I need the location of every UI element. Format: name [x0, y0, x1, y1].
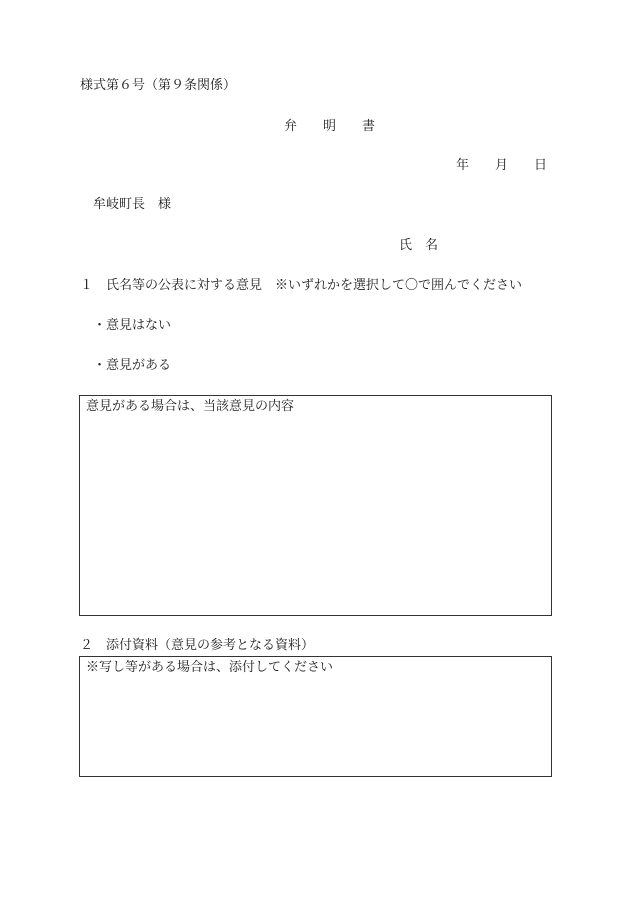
- attachment-box: [79, 656, 552, 777]
- opinion-content-label: 意見がある場合は、当該意見の内容: [86, 399, 295, 414]
- form-number: 様式第６号（第９条関係）: [80, 78, 237, 93]
- document-title: 弁 明 書: [284, 119, 382, 134]
- date-year-label: 年: [456, 158, 470, 173]
- addressee: 牟岐町長 様: [93, 197, 172, 212]
- section1-heading: １ 氏名等の公表に対する意見 ※いずれかを選択して〇で囲んでください: [80, 278, 523, 293]
- option-no-opinion: ・意見はない: [93, 318, 172, 333]
- option-has-opinion: ・意見がある: [93, 358, 172, 373]
- date-day-label: 日: [534, 158, 548, 173]
- section2-heading: ２ 添付資料（意見の参考となる資料）: [80, 638, 315, 653]
- date-line: [456, 158, 547, 174]
- date-month-label: 月: [495, 158, 509, 173]
- opinion-content-box: [79, 395, 552, 616]
- name-label: 氏 名: [399, 238, 439, 253]
- attachment-label: ※写し等がある場合は、添付してください: [86, 660, 334, 675]
